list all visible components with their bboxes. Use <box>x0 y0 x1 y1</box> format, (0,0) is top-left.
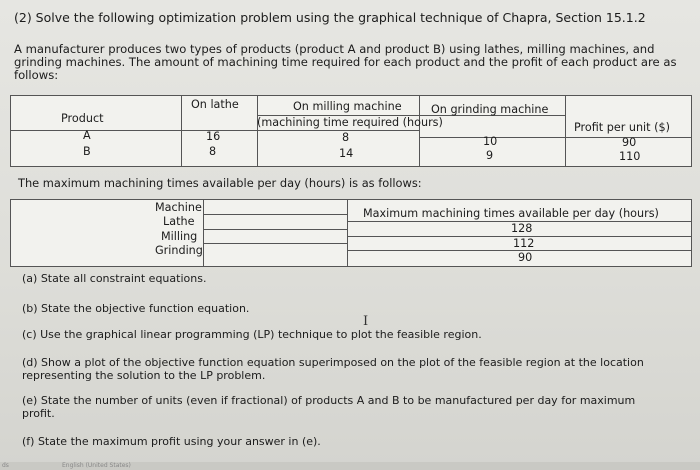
cell-milling-b: 14 <box>339 147 354 160</box>
cell-milling-a: 8 <box>342 131 350 144</box>
cell-grinding-b: 9 <box>486 149 494 162</box>
product-table <box>10 95 692 167</box>
taskbar-label: ds <box>2 462 9 469</box>
col-divider <box>181 96 182 166</box>
cell-machine-milling: Milling <box>161 230 198 243</box>
problem-intro <box>14 43 694 82</box>
intro-line-3: follows: <box>14 68 59 82</box>
question-d <box>22 357 644 382</box>
row-divider <box>203 214 347 215</box>
cell-grinding-a: 10 <box>483 135 498 148</box>
question-b: (b) State the objective function equation. <box>22 302 250 315</box>
question-e-line-2: profit. <box>22 406 55 420</box>
question-a: (a) State all constraint equations. <box>22 272 207 285</box>
cell-max-lathe: 128 <box>511 222 533 235</box>
col-divider <box>203 200 204 266</box>
cell-product-a: A <box>83 129 91 142</box>
question-d-line-2: representing the solution to the LP problem. <box>22 368 266 382</box>
max-times-line: The maximum machining times available per day (hours) is as follows: <box>18 176 422 190</box>
header-machine: Machine <box>155 201 202 214</box>
text-cursor-icon: I <box>363 314 369 329</box>
cell-profit-b: 110 <box>619 150 641 163</box>
header-time-required: (machining time required (hours) <box>257 116 443 129</box>
cell-max-grinding: 90 <box>518 251 533 264</box>
cell-profit-a: 90 <box>622 136 637 149</box>
header-product: Product <box>61 112 104 125</box>
col-divider <box>257 96 258 166</box>
row-divider <box>257 130 419 131</box>
cell-machine-lathe: Lathe <box>163 215 195 228</box>
header-lathe: On lathe <box>191 98 239 111</box>
taskbar <box>0 462 700 470</box>
header-max-times: Maximum machining times available per day (hours) <box>363 207 659 220</box>
col-divider <box>565 96 566 166</box>
row-divider <box>203 243 347 244</box>
problem-title: (2) Solve the following optimization problem using the graphical technique of Chapra, Section 15.1.2 <box>14 10 646 25</box>
taskbar-language[interactable]: English (United States) <box>62 462 131 469</box>
question-c: (c) Use the graphical linear programming (LP) technique to plot the feasible region. <box>22 328 482 341</box>
intro-line-2: grinding machines. The amount of machining time required for each product and the profit of each product are as <box>14 55 677 69</box>
header-grinding: On grinding machine <box>431 103 549 116</box>
question-f: (f) State the maximum profit using your answer in (e). <box>22 435 321 448</box>
question-e-line-1: (e) State the number of units (even if fractional) of products A and B to be manufactured per day for maximum <box>22 394 636 407</box>
cell-lathe-b: 8 <box>209 145 217 158</box>
cell-max-milling: 112 <box>513 237 535 250</box>
row-divider <box>203 229 347 230</box>
col-divider <box>419 96 420 166</box>
intro-line-1: A manufacturer produces two types of products (product A and product B) using lathes, milling machines, and <box>14 42 655 56</box>
machine-table <box>10 199 692 267</box>
header-milling: On milling machine <box>293 100 402 113</box>
cell-lathe-a: 16 <box>206 130 221 143</box>
question-d-line-1: (d) Show a plot of the objective function equation superimposed on the plot of the feasible region at the location <box>22 356 644 369</box>
cell-product-b: B <box>83 145 91 158</box>
question-e <box>22 395 635 420</box>
header-profit: Profit per unit ($) <box>574 121 670 134</box>
col-divider <box>347 200 348 266</box>
cell-machine-grinding: Grinding <box>155 244 203 257</box>
